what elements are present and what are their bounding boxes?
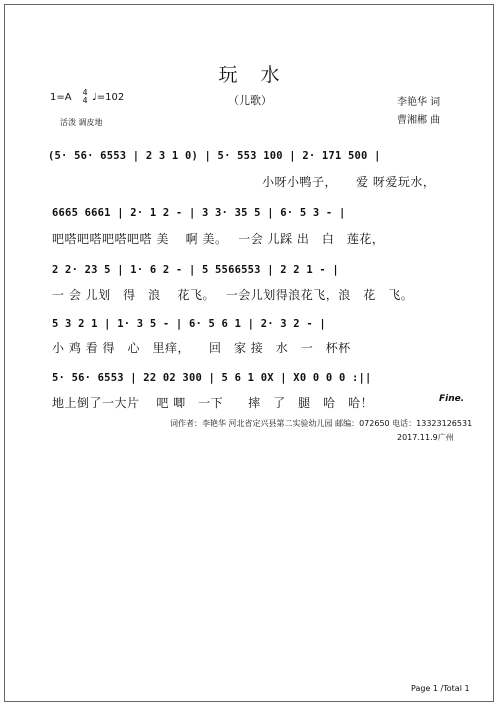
lyrics-line-1: 小呀小鸭子， 爱 呀爱玩水，	[262, 175, 436, 189]
key-signature: 1=A	[50, 92, 72, 103]
notation-line-2: 6665 6661 | 2· 1 2 - | 3 3· 35 5 | 6· 5 3 - |	[52, 207, 346, 219]
notation-line-1: (5· 56· 6553 | 2 3 1 0) | 5· 553 100 | 2· 171 500 |	[48, 150, 381, 162]
composition-date: 2017.11.9广州	[397, 433, 454, 442]
song-title: 玩 水	[218, 64, 282, 86]
tempo-marking: ♩=102	[92, 92, 125, 103]
composer-credit: 曹湘郴 曲	[397, 115, 441, 126]
song-subtitle: （儿歌）	[228, 94, 272, 107]
notation-line-5: 5· 56· 6553 | 22 02 300 | 5 6 1 0X | X0 0 0 0 :||	[52, 372, 372, 384]
time-signature	[81, 89, 89, 105]
page-number: Page 1 /Total 1	[411, 684, 470, 693]
lyrics-line-4: 小 鸡 看 得 心 里痒， 回 家 接 水 一 杯杯	[52, 341, 351, 355]
lyrics-line-2: 吧嗒吧嗒吧嗒吧嗒 美 啊 美。 一会 儿踩 出 白 莲花，	[52, 232, 385, 246]
author-credits: 词作者：李艳华 河北省定兴县第二实验幼儿园 邮编：072650 电话：13323126531	[170, 419, 473, 428]
lyrics-line-3: 一 会 儿划 得 浪 花飞。 一会儿划得浪花飞，浪 花 飞。	[52, 288, 414, 302]
fine-marking: Fine.	[439, 394, 465, 404]
lyricist-credit: 李艳华 词	[397, 97, 441, 108]
notation-line-3: 2 2· 23 5 | 1· 6 2 - | 5 5566553 | 2 2 1 - |	[52, 264, 339, 276]
expression-marking: 活泼 调皮地	[60, 118, 103, 127]
notation-line-4: 5 3 2 1 | 1· 3 5 - | 6· 5 6 1 | 2· 3 2 - |	[52, 318, 326, 330]
lyrics-line-5: 地上倒了一大片 吧 唧 一下 摔 了 腿 哈 哈！	[52, 396, 374, 410]
time-sig-bottom: 4	[82, 96, 88, 105]
time-sig-top: 4	[82, 88, 88, 97]
